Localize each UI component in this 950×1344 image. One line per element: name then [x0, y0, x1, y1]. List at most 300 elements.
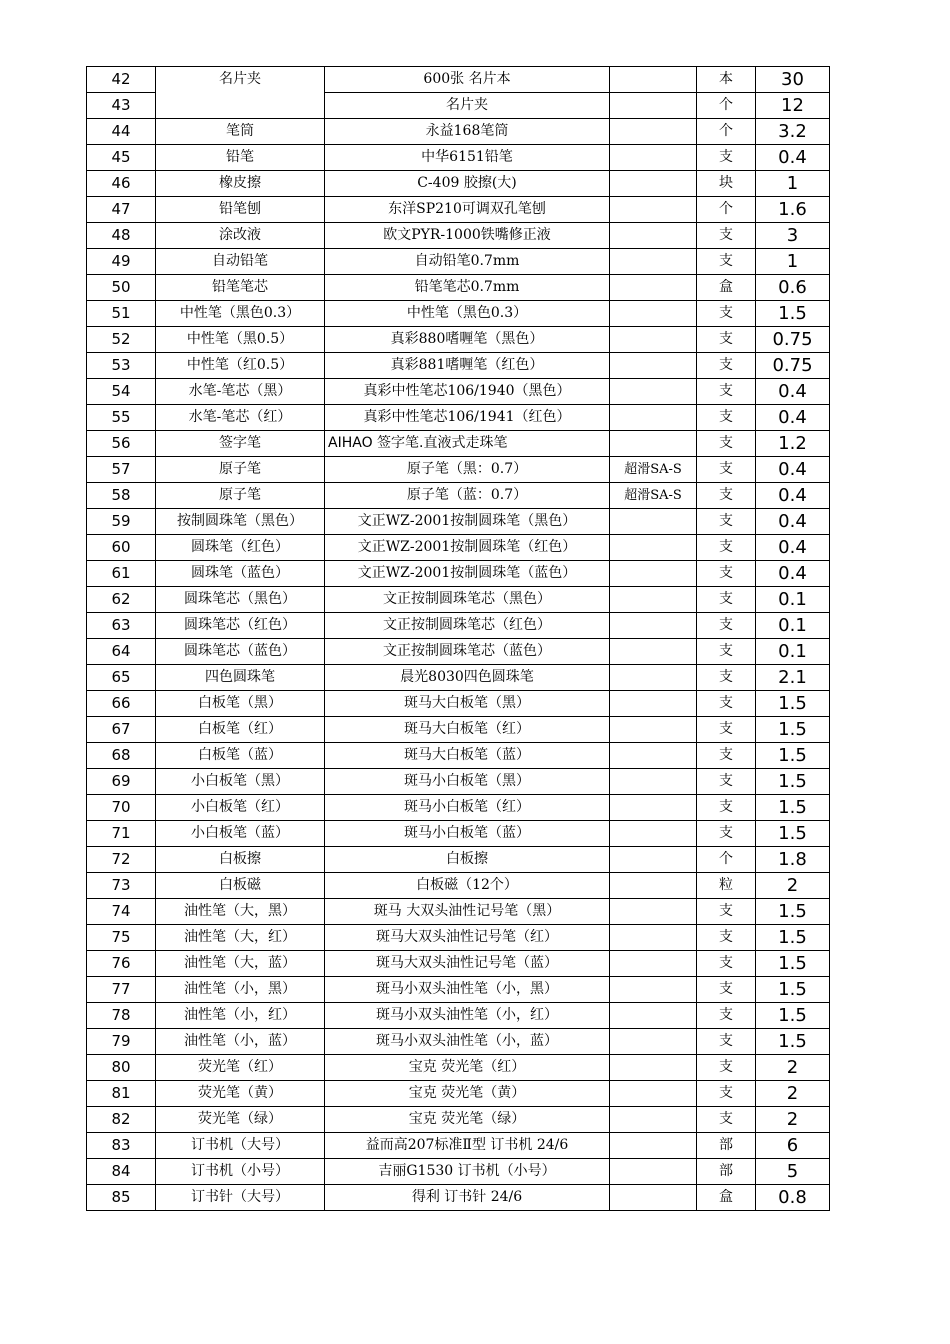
item-name-cell: 圆珠笔芯（红色） — [156, 613, 325, 639]
item-price-cell: 0.4 — [756, 483, 830, 509]
item-note-cell — [610, 1029, 697, 1055]
row-number-cell: 85 — [87, 1185, 156, 1211]
item-note-cell — [610, 353, 697, 379]
item-price-cell: 1.5 — [756, 743, 830, 769]
item-price-cell: 0.4 — [756, 145, 830, 171]
item-price-cell: 0.1 — [756, 587, 830, 613]
item-unit-cell: 支 — [697, 561, 756, 587]
item-unit-cell: 部 — [697, 1159, 756, 1185]
item-price-cell: 5 — [756, 1159, 830, 1185]
item-unit-cell: 支 — [697, 743, 756, 769]
item-unit-cell: 支 — [697, 613, 756, 639]
item-note-cell — [610, 561, 697, 587]
item-note-cell — [610, 93, 697, 119]
item-spec-cell: 文正WZ-2001按制圆珠笔（蓝色） — [325, 561, 610, 587]
item-price-cell: 1 — [756, 249, 830, 275]
table-row — [87, 327, 830, 353]
item-spec-cell: 斑马小白板笔（红） — [325, 795, 610, 821]
item-price-cell: 1.5 — [756, 821, 830, 847]
item-note-cell — [610, 873, 697, 899]
item-spec-cell: 斑马大双头油性记号笔（红） — [325, 925, 610, 951]
table-row — [87, 899, 830, 925]
table-row — [87, 873, 830, 899]
item-note-cell — [610, 925, 697, 951]
item-price-cell: 1.5 — [756, 977, 830, 1003]
row-number-cell: 77 — [87, 977, 156, 1003]
row-number-cell: 54 — [87, 379, 156, 405]
item-note-cell — [610, 1003, 697, 1029]
table-row — [87, 951, 830, 977]
item-price-cell: 1.5 — [756, 795, 830, 821]
item-price-cell: 2 — [756, 1081, 830, 1107]
item-spec-cell: 斑马 大双头油性记号笔（黑） — [325, 899, 610, 925]
item-note-cell — [610, 743, 697, 769]
item-name-cell: 橡皮擦 — [156, 171, 325, 197]
item-note-cell — [610, 1185, 697, 1211]
item-note-cell — [610, 587, 697, 613]
item-unit-cell: 支 — [697, 457, 756, 483]
item-spec-cell: 宝克 荧光笔（红） — [325, 1055, 610, 1081]
table-row — [87, 743, 830, 769]
item-spec-cell: 白板磁（12个） — [325, 873, 610, 899]
table-row — [87, 821, 830, 847]
item-note-cell — [610, 639, 697, 665]
item-spec-cell: 斑马小双头油性笔（小，红） — [325, 1003, 610, 1029]
item-spec-cell: 东洋SP210可调双孔笔刨 — [325, 197, 610, 223]
item-spec-cell: 斑马大白板笔（蓝） — [325, 743, 610, 769]
item-price-cell: 1.5 — [756, 301, 830, 327]
row-number-cell: 43 — [87, 93, 156, 119]
item-unit-cell: 支 — [697, 665, 756, 691]
item-unit-cell: 支 — [697, 1081, 756, 1107]
item-unit-cell: 支 — [697, 223, 756, 249]
table-row — [87, 119, 830, 145]
item-spec-cell: 真彩881嗜喱笔（红色） — [325, 353, 610, 379]
table-row — [87, 665, 830, 691]
item-unit-cell: 支 — [697, 691, 756, 717]
row-number-cell: 44 — [87, 119, 156, 145]
item-unit-cell: 支 — [697, 431, 756, 457]
item-spec-cell: 文正按制圆珠笔芯（红色） — [325, 613, 610, 639]
table-row — [87, 1159, 830, 1185]
table-row — [87, 1185, 830, 1211]
item-note-cell — [610, 977, 697, 1003]
item-unit-cell: 个 — [697, 93, 756, 119]
item-price-cell: 0.1 — [756, 639, 830, 665]
item-spec-cell: 文正按制圆珠笔芯（蓝色） — [325, 639, 610, 665]
item-spec-cell: 中华6151铅笔 — [325, 145, 610, 171]
table-row — [87, 847, 830, 873]
row-number-cell: 79 — [87, 1029, 156, 1055]
table-row — [87, 1107, 830, 1133]
row-number-cell: 52 — [87, 327, 156, 353]
item-price-cell: 0.4 — [756, 561, 830, 587]
item-unit-cell: 盒 — [697, 275, 756, 301]
item-unit-cell: 部 — [697, 1133, 756, 1159]
row-number-cell: 75 — [87, 925, 156, 951]
item-note-cell — [610, 899, 697, 925]
row-number-cell: 71 — [87, 821, 156, 847]
row-number-cell: 65 — [87, 665, 156, 691]
item-note-cell — [610, 509, 697, 535]
item-price-cell: 0.75 — [756, 353, 830, 379]
table-row — [87, 1003, 830, 1029]
item-unit-cell: 个 — [697, 119, 756, 145]
item-note-cell — [610, 795, 697, 821]
table-row — [87, 405, 830, 431]
item-name-cell: 订书机（小号） — [156, 1159, 325, 1185]
row-number-cell: 60 — [87, 535, 156, 561]
item-unit-cell: 支 — [697, 821, 756, 847]
row-number-cell: 48 — [87, 223, 156, 249]
item-unit-cell: 支 — [697, 1107, 756, 1133]
table-row — [87, 67, 830, 93]
item-name-cell: 油性笔（大，红） — [156, 925, 325, 951]
row-number-cell: 55 — [87, 405, 156, 431]
item-spec-cell: 真彩中性笔芯106/1941（红色） — [325, 405, 610, 431]
item-note-cell — [610, 431, 697, 457]
row-number-cell: 57 — [87, 457, 156, 483]
row-number-cell: 70 — [87, 795, 156, 821]
item-name-cell: 四色圆珠笔 — [156, 665, 325, 691]
row-number-cell: 72 — [87, 847, 156, 873]
row-number-cell: 67 — [87, 717, 156, 743]
item-spec-cell: AIHAO 签字笔.直液式走珠笔 — [325, 431, 610, 457]
item-name-cell: 订书针（大号） — [156, 1185, 325, 1211]
row-number-cell: 83 — [87, 1133, 156, 1159]
item-spec-cell: 永益168笔筒 — [325, 119, 610, 145]
item-price-cell: 1.5 — [756, 1029, 830, 1055]
item-price-cell: 6 — [756, 1133, 830, 1159]
item-name-cell: 荧光笔（黄） — [156, 1081, 325, 1107]
item-name-cell: 白板笔（红） — [156, 717, 325, 743]
item-note-cell — [610, 535, 697, 561]
item-unit-cell: 支 — [697, 301, 756, 327]
row-number-cell: 56 — [87, 431, 156, 457]
item-note-cell — [610, 717, 697, 743]
item-spec-cell: 原子笔（黑：0.7） — [325, 457, 610, 483]
item-name-cell: 荧光笔（红） — [156, 1055, 325, 1081]
item-unit-cell: 支 — [697, 639, 756, 665]
item-price-cell: 0.75 — [756, 327, 830, 353]
item-name-cell: 按制圆珠笔（黑色） — [156, 509, 325, 535]
item-unit-cell: 支 — [697, 925, 756, 951]
table-row — [87, 639, 830, 665]
item-unit-cell: 支 — [697, 405, 756, 431]
item-spec-cell: 晨光8030四色圆珠笔 — [325, 665, 610, 691]
row-number-cell: 76 — [87, 951, 156, 977]
item-name-cell: 水笔-笔芯（红） — [156, 405, 325, 431]
item-name-cell: 白板擦 — [156, 847, 325, 873]
item-unit-cell: 支 — [697, 353, 756, 379]
item-spec-cell: 斑马小白板笔（黑） — [325, 769, 610, 795]
table-row — [87, 691, 830, 717]
row-number-cell: 73 — [87, 873, 156, 899]
stationery-price-table — [86, 66, 830, 1211]
item-unit-cell: 支 — [697, 145, 756, 171]
item-price-cell: 2 — [756, 873, 830, 899]
item-price-cell: 0.4 — [756, 509, 830, 535]
row-number-cell: 66 — [87, 691, 156, 717]
item-spec-cell: 原子笔（蓝：0.7） — [325, 483, 610, 509]
item-spec-cell: 宝克 荧光笔（绿） — [325, 1107, 610, 1133]
item-unit-cell: 支 — [697, 483, 756, 509]
item-name-cell: 油性笔（小，黑） — [156, 977, 325, 1003]
row-number-cell: 58 — [87, 483, 156, 509]
item-unit-cell: 个 — [697, 197, 756, 223]
item-name-cell: 原子笔 — [156, 457, 325, 483]
item-name-cell: 小白板笔（蓝） — [156, 821, 325, 847]
item-spec-cell: 文正WZ-2001按制圆珠笔（黑色） — [325, 509, 610, 535]
item-spec-cell: 斑马小白板笔（蓝） — [325, 821, 610, 847]
item-unit-cell: 支 — [697, 249, 756, 275]
item-price-cell: 1.5 — [756, 925, 830, 951]
table-row — [87, 1029, 830, 1055]
item-spec-cell: 真彩中性笔芯106/1940（黑色） — [325, 379, 610, 405]
item-note-cell — [610, 1107, 697, 1133]
row-number-cell: 81 — [87, 1081, 156, 1107]
item-price-cell: 1.8 — [756, 847, 830, 873]
item-name-cell: 圆珠笔芯（蓝色） — [156, 639, 325, 665]
table-row — [87, 977, 830, 1003]
item-spec-cell: 吉丽G1530 订书机（小号） — [325, 1159, 610, 1185]
item-price-cell: 3 — [756, 223, 830, 249]
row-number-cell: 47 — [87, 197, 156, 223]
item-name-cell: 原子笔 — [156, 483, 325, 509]
item-unit-cell: 支 — [697, 977, 756, 1003]
item-unit-cell: 粒 — [697, 873, 756, 899]
item-note-cell — [610, 613, 697, 639]
item-note-cell — [610, 301, 697, 327]
row-number-cell: 82 — [87, 1107, 156, 1133]
item-price-cell: 30 — [756, 67, 830, 93]
item-name-cell: 订书机（大号） — [156, 1133, 325, 1159]
row-number-cell: 49 — [87, 249, 156, 275]
item-note-cell — [610, 119, 697, 145]
item-unit-cell: 盒 — [697, 1185, 756, 1211]
item-unit-cell: 支 — [697, 769, 756, 795]
item-note-cell — [610, 249, 697, 275]
item-note-cell — [610, 379, 697, 405]
item-name-cell: 小白板笔（红） — [156, 795, 325, 821]
item-unit-cell: 支 — [697, 535, 756, 561]
item-spec-cell: 真彩880嗜喱笔（黑色） — [325, 327, 610, 353]
item-unit-cell: 支 — [697, 899, 756, 925]
table-row — [87, 431, 830, 457]
item-spec-cell: 斑马小双头油性笔（小，黑） — [325, 977, 610, 1003]
item-price-cell: 0.6 — [756, 275, 830, 301]
row-number-cell: 51 — [87, 301, 156, 327]
item-note-cell — [610, 171, 697, 197]
table-row — [87, 769, 830, 795]
table-row — [87, 1133, 830, 1159]
table-row — [87, 171, 830, 197]
item-note-cell — [610, 405, 697, 431]
item-spec-cell: C-409 胶擦(大) — [325, 171, 610, 197]
item-unit-cell: 支 — [697, 717, 756, 743]
item-unit-cell: 支 — [697, 1003, 756, 1029]
item-unit-cell: 支 — [697, 951, 756, 977]
item-spec-cell: 益而高207标准Ⅱ型 订书机 24/6 — [325, 1133, 610, 1159]
table-row — [87, 275, 830, 301]
item-spec-cell: 文正按制圆珠笔芯（黑色） — [325, 587, 610, 613]
item-unit-cell: 支 — [697, 587, 756, 613]
item-price-cell: 1.5 — [756, 899, 830, 925]
item-spec-cell: 斑马小双头油性笔（小，蓝） — [325, 1029, 610, 1055]
table-row — [87, 1055, 830, 1081]
item-note-cell — [610, 1133, 697, 1159]
item-name-cell: 铅笔刨 — [156, 197, 325, 223]
item-spec-cell: 中性笔（黑色0.3） — [325, 301, 610, 327]
item-name-cell: 签字笔 — [156, 431, 325, 457]
table-row — [87, 509, 830, 535]
item-spec-cell: 斑马大白板笔（黑） — [325, 691, 610, 717]
item-price-cell: 3.2 — [756, 119, 830, 145]
item-note-cell — [610, 67, 697, 93]
item-note-cell — [610, 1159, 697, 1185]
item-spec-cell: 文正WZ-2001按制圆珠笔（红色） — [325, 535, 610, 561]
item-name-cell: 白板磁 — [156, 873, 325, 899]
item-name-cell: 小白板笔（黑） — [156, 769, 325, 795]
item-spec-cell: 名片夹 — [325, 93, 610, 119]
item-spec-cell: 自动铅笔0.7mm — [325, 249, 610, 275]
item-note-cell — [610, 1055, 697, 1081]
table-row — [87, 353, 830, 379]
row-number-cell: 78 — [87, 1003, 156, 1029]
item-name-cell: 油性笔（小，红） — [156, 1003, 325, 1029]
item-price-cell: 2 — [756, 1055, 830, 1081]
item-name-cell: 圆珠笔芯（黑色） — [156, 587, 325, 613]
item-price-cell: 1.5 — [756, 717, 830, 743]
item-price-cell: 2.1 — [756, 665, 830, 691]
row-number-cell: 64 — [87, 639, 156, 665]
item-name-cell: 油性笔（小，蓝） — [156, 1029, 325, 1055]
item-name-cell: 白板笔（黑） — [156, 691, 325, 717]
table-row — [87, 457, 830, 483]
row-number-cell: 69 — [87, 769, 156, 795]
item-price-cell: 1.5 — [756, 1003, 830, 1029]
table-row — [87, 249, 830, 275]
table-row — [87, 483, 830, 509]
table-row — [87, 1081, 830, 1107]
item-note-cell: 超滑SA-S — [610, 483, 697, 509]
item-name-cell: 铅笔 — [156, 145, 325, 171]
table-row — [87, 925, 830, 951]
table-row — [87, 535, 830, 561]
table-body — [87, 67, 830, 1211]
item-spec-cell: 得利 订书针 24/6 — [325, 1185, 610, 1211]
row-number-cell: 63 — [87, 613, 156, 639]
item-name-cell: 圆珠笔（蓝色） — [156, 561, 325, 587]
row-number-cell: 45 — [87, 145, 156, 171]
item-price-cell: 0.1 — [756, 613, 830, 639]
table-row — [87, 379, 830, 405]
item-price-cell: 0.8 — [756, 1185, 830, 1211]
item-price-cell: 0.4 — [756, 535, 830, 561]
item-unit-cell: 个 — [697, 847, 756, 873]
item-note-cell — [610, 275, 697, 301]
item-price-cell: 2 — [756, 1107, 830, 1133]
item-name-cell: 笔筒 — [156, 119, 325, 145]
row-number-cell: 50 — [87, 275, 156, 301]
item-unit-cell: 支 — [697, 509, 756, 535]
item-unit-cell: 本 — [697, 67, 756, 93]
item-price-cell: 1.5 — [756, 951, 830, 977]
item-note-cell — [610, 1081, 697, 1107]
item-name-cell: 圆珠笔（红色） — [156, 535, 325, 561]
row-number-cell: 61 — [87, 561, 156, 587]
item-name-cell: 自动铅笔 — [156, 249, 325, 275]
row-number-cell: 74 — [87, 899, 156, 925]
item-unit-cell: 支 — [697, 379, 756, 405]
row-number-cell: 46 — [87, 171, 156, 197]
item-spec-cell: 斑马大白板笔（红） — [325, 717, 610, 743]
item-spec-cell: 600张 名片本 — [325, 67, 610, 93]
item-note-cell — [610, 197, 697, 223]
item-unit-cell: 块 — [697, 171, 756, 197]
item-price-cell: 12 — [756, 93, 830, 119]
table-row — [87, 717, 830, 743]
row-number-cell: 68 — [87, 743, 156, 769]
item-note-cell — [610, 223, 697, 249]
item-note-cell — [610, 769, 697, 795]
table-row — [87, 145, 830, 171]
item-note-cell — [610, 951, 697, 977]
item-spec-cell: 斑马大双头油性记号笔（蓝） — [325, 951, 610, 977]
item-note-cell — [610, 847, 697, 873]
item-unit-cell: 支 — [697, 1055, 756, 1081]
table-row — [87, 587, 830, 613]
item-note-cell — [610, 821, 697, 847]
row-number-cell: 59 — [87, 509, 156, 535]
table-row — [87, 301, 830, 327]
item-price-cell: 0.4 — [756, 457, 830, 483]
item-name-cell: 水笔-笔芯（黑） — [156, 379, 325, 405]
row-number-cell: 42 — [87, 67, 156, 93]
item-price-cell: 1 — [756, 171, 830, 197]
item-price-cell: 1.6 — [756, 197, 830, 223]
item-spec-cell: 白板擦 — [325, 847, 610, 873]
item-name-cell: 中性笔（红0.5） — [156, 353, 325, 379]
item-note-cell — [610, 691, 697, 717]
item-name-cell: 荧光笔（绿） — [156, 1107, 325, 1133]
item-name-cell: 名片夹 — [156, 67, 325, 119]
item-spec-cell: 宝克 荧光笔（黄） — [325, 1081, 610, 1107]
item-name-cell: 铅笔笔芯 — [156, 275, 325, 301]
row-number-cell: 84 — [87, 1159, 156, 1185]
item-name-cell: 中性笔（黑色0.3） — [156, 301, 325, 327]
item-price-cell: 1.2 — [756, 431, 830, 457]
row-number-cell: 53 — [87, 353, 156, 379]
table-row — [87, 561, 830, 587]
table-row — [87, 223, 830, 249]
item-name-cell: 涂改液 — [156, 223, 325, 249]
item-price-cell: 0.4 — [756, 405, 830, 431]
row-number-cell: 80 — [87, 1055, 156, 1081]
item-unit-cell: 支 — [697, 1029, 756, 1055]
table-row — [87, 795, 830, 821]
item-price-cell: 1.5 — [756, 769, 830, 795]
item-spec-cell: 欧文PYR-1000铁嘴修正液 — [325, 223, 610, 249]
item-price-cell: 0.4 — [756, 379, 830, 405]
item-name-cell: 中性笔（黑0.5） — [156, 327, 325, 353]
table-row — [87, 613, 830, 639]
item-unit-cell: 支 — [697, 327, 756, 353]
item-name-cell: 油性笔（大，蓝） — [156, 951, 325, 977]
item-name-cell: 白板笔（蓝） — [156, 743, 325, 769]
item-unit-cell: 支 — [697, 795, 756, 821]
table-row — [87, 197, 830, 223]
